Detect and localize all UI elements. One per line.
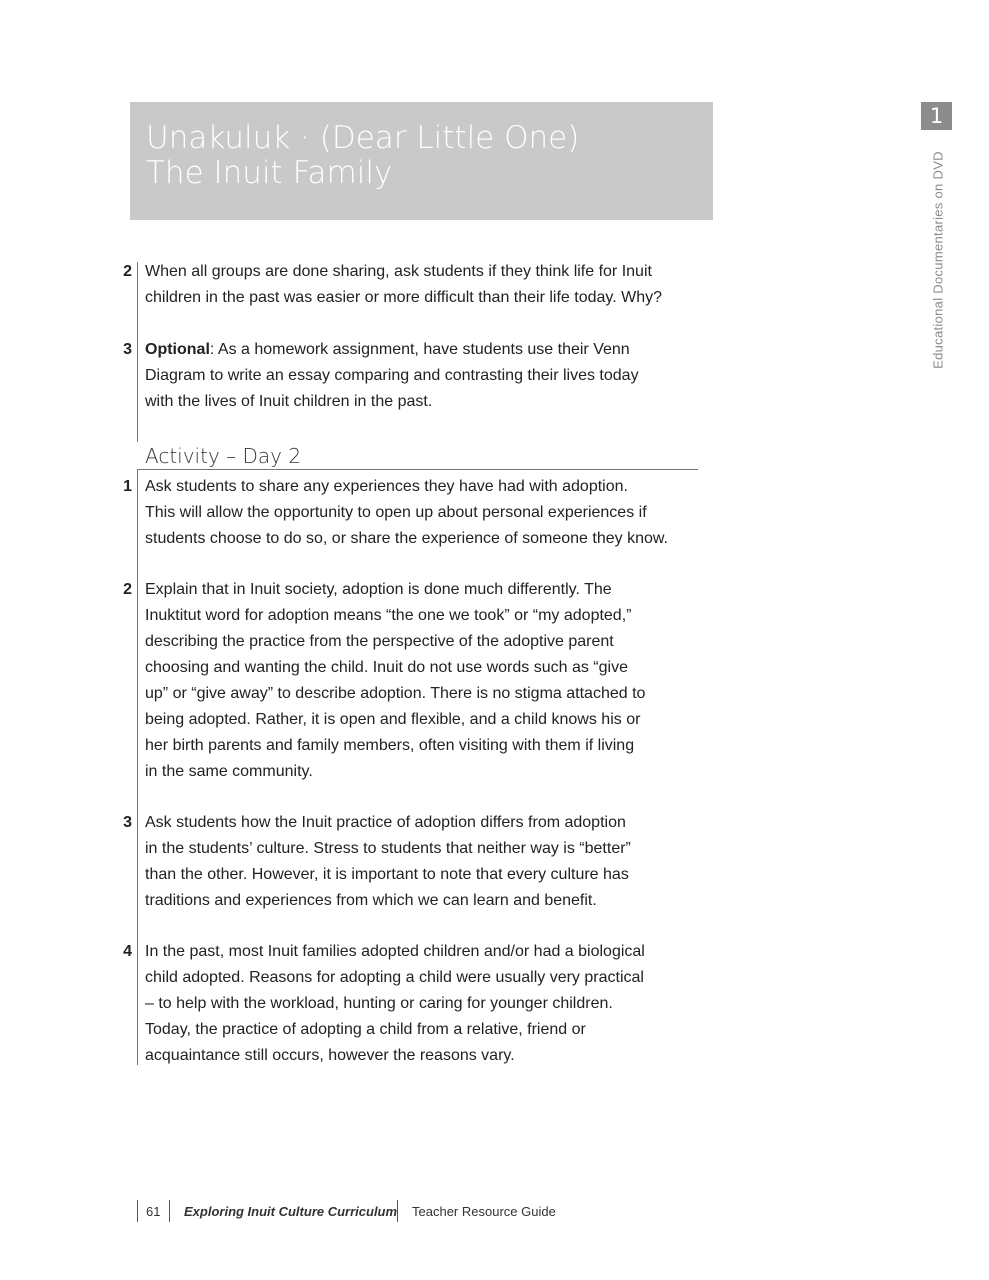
- paragraph-line: being adopted. Rather, it is open and flexible, and a child knows his or: [145, 711, 641, 728]
- paragraph-line: [145, 337, 705, 363]
- paragraph-line: Today, the practice of adopting a child from a relative, friend or: [145, 1021, 586, 1038]
- paragraph-line: When all groups are done sharing, ask students if they think life for Inuit: [145, 263, 652, 280]
- paragraph-line: acquaintance still occurs, however the reasons vary.: [145, 1047, 515, 1064]
- title-banner: [130, 102, 713, 220]
- footer-curriculum-title: Exploring Inuit Culture Curriculum: [184, 1204, 398, 1219]
- step-paragraph: [145, 577, 705, 785]
- footer-divider: [397, 1200, 398, 1222]
- paragraph-line: Ask students to share any experiences they have had with adoption.: [145, 478, 628, 495]
- day2-steps-rule: [137, 470, 138, 1065]
- footer-divider: [169, 1200, 170, 1222]
- paragraph-line: up” or “give away” to describe adoption. There is no stigma attached to: [145, 685, 646, 702]
- step-number: 3: [123, 341, 132, 358]
- step-number: 3: [123, 814, 132, 831]
- page-title-line-1: Unakuluk · (Dear Little One): [146, 120, 580, 156]
- page-title-line-2: The Inuit Family: [146, 155, 393, 191]
- paragraph-line: – to help with the workload, hunting or caring for younger children.: [145, 995, 613, 1012]
- section-rule: [137, 469, 698, 470]
- step-paragraph: [145, 474, 705, 552]
- section-heading: Activity – Day 2: [145, 444, 302, 468]
- paragraph-line: her birth parents and family members, often visiting with them if living: [145, 737, 635, 754]
- paragraph-line: child adopted. Reasons for adopting a child were usually very practical: [145, 969, 644, 986]
- step-number: 2: [123, 263, 132, 280]
- paragraph-line: describing the practice from the perspective of the adoptive parent: [145, 633, 614, 650]
- paragraph-line: than the other. However, it is important to note that every culture has: [145, 866, 629, 883]
- paragraph-line: students choose to do so, or share the experience of someone they know.: [145, 530, 668, 547]
- paragraph-line: Explain that in Inuit society, adoption is done much differently. The: [145, 581, 612, 598]
- paragraph-line: traditions and experiences from which we can learn and benefit.: [145, 892, 597, 909]
- step-paragraph: [145, 810, 705, 914]
- optional-label: Optional: [145, 341, 210, 358]
- step-paragraph: [145, 939, 705, 1069]
- paragraph-line: This will allow the opportunity to open up about personal experiences if: [145, 504, 647, 521]
- paragraph-line: Ask students how the Inuit practice of adoption differs from adoption: [145, 814, 626, 831]
- step-number: 1: [123, 478, 132, 495]
- paragraph-line: with the lives of Inuit children in the past.: [145, 393, 433, 410]
- footer-guide-title: Teacher Resource Guide: [412, 1204, 556, 1219]
- paragraph-line: In the past, most Inuit families adopted children and/or had a biological: [145, 943, 645, 960]
- step-paragraph: [145, 337, 705, 415]
- paragraph-line-rest: : As a homework assignment, have students use their Venn: [209, 341, 630, 358]
- paragraph-line: choosing and wanting the child. Inuit do not use words such as “give: [145, 659, 628, 676]
- paragraph-line: children in the past was easier or more difficult than their life today. Why?: [145, 289, 662, 306]
- footer-page-number: 61: [146, 1204, 161, 1219]
- footer-divider: [137, 1200, 138, 1222]
- chapter-number-tab: 1: [921, 102, 952, 130]
- paragraph-line: in the students’ culture. Stress to students that neither way is “better”: [145, 840, 631, 857]
- paragraph-line: Diagram to write an essay comparing and contrasting their lives today: [145, 367, 639, 384]
- paragraph-line: Inuktitut word for adoption means “the one we took” or “my adopted,”: [145, 607, 632, 624]
- step-number: 2: [123, 581, 132, 598]
- step-paragraph: [145, 259, 705, 311]
- side-label-text: Educational Documentaries on DVD: [930, 151, 946, 369]
- intro-steps-rule: [137, 262, 138, 442]
- step-number: 4: [123, 943, 132, 960]
- paragraph-line: in the same community.: [145, 763, 313, 780]
